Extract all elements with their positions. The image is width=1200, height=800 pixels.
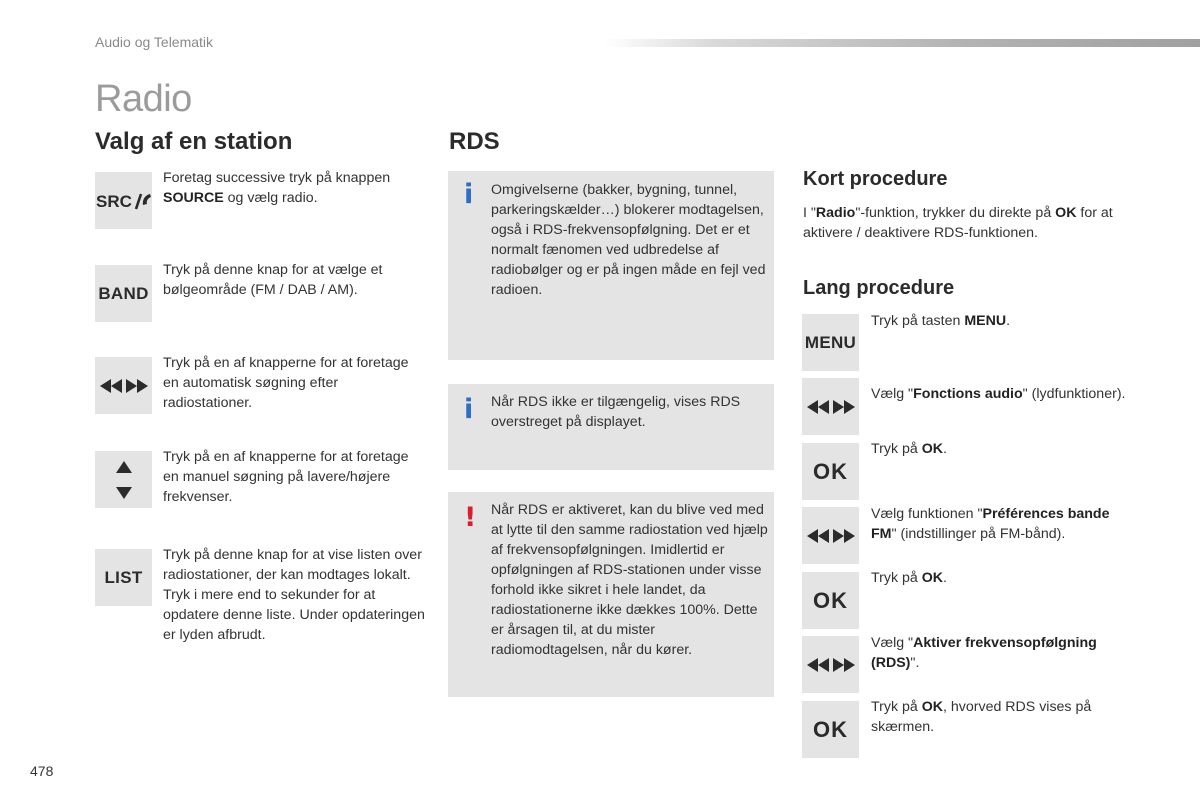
warning-note-text: Når RDS er aktiveret, kan du blive ved med at lytte til den samme radiostation ved hjælp af frekvensopfølgningen. Imidlertid er opfølgningen af RDS-stationen under visse forhold ikke sikret i hele landet, da radiostationerne ikke dækkes 100%. Dette er årsagen til, at du mister radiomodtagelsen, når du kører. [491,502,768,658]
src-instruction: Foretag successive tryk på knappen SOURCE og vælg radio. [163,170,391,206]
seek-arrows-icon [99,378,149,394]
band-button-icon: BAND [95,265,152,322]
info-note-text: Når RDS ikke er tilgængelig, vises RDS overstreget på displayet. [491,394,741,430]
step-3-text: Tryk på OK. [871,441,947,457]
info-icon: i [464,179,474,210]
seek-arrows-icon [806,657,856,673]
page-title: Radio [95,78,192,120]
manual-seek-instruction: Tryk på en af knapperne for at foretage en manuel søgning på lavere/højere frekvenser. [163,449,409,505]
seek-arrows-icon [806,528,856,544]
menu-button-icon: MENU [802,314,859,371]
step-1-text: Tryk på tasten MENU. [871,313,1011,329]
info-note-text: Omgivelserne (bakker, bygning, tunnel, parkeringskælder…) blokerer modtagelsen, også i RDS-frekvensopfølgning. Det er et normalt fænomen ved udbredelse af radiobølger og er på ingen måde en fejl ved radioen. [491,182,766,298]
seek-button-icon [802,636,859,693]
ok-button-icon: OK [802,443,859,500]
page-number: 478 [30,763,54,779]
warning-icon: ! [464,502,477,533]
up-down-arrows-icon [114,459,134,501]
src-button-icon [95,172,152,229]
list-button-icon: LIST [95,549,152,606]
warning-note-rds-active [448,492,774,697]
ok-button-icon: OK [802,701,859,758]
band-instruction: Tryk på denne knap for at vælge et bølgeområde (FM / DAB / AM). [163,262,383,298]
info-note-obstacles [448,171,774,360]
section-label: Audio og Telematik [95,34,214,50]
src-key-label: SRC [95,191,132,211]
heading-kort-procedure: Kort procedure [803,168,948,190]
list-instruction: Tryk på denne knap for at vise listen over radiostationer, der kan modtages lokalt. Tryk i mere end to sekunder for at opdatere denne liste. Under opdateringen er lyden afbrudt. [163,547,425,643]
step-7-text: Tryk på OK, hvorved RDS vises på skærmen. [871,699,1092,735]
up-down-button-icon [95,451,152,508]
short-procedure-text: I "Radio"-funktion, trykker du direkte på OK for at aktivere / deaktivere RDS-funktionen. [803,205,1113,241]
heading-valg-af-en-station: Valg af en station [95,128,293,155]
step-4-text: Vælg funktionen "Préférences bande FM" (indstillinger på FM-bånd). [871,506,1110,542]
header-decor-bar [605,39,1200,47]
step-2-text: Vælg "Fonctions audio" (lydfunktioner). [871,386,1126,402]
src-phone-icon [96,189,152,213]
heading-lang-procedure: Lang procedure [803,277,955,299]
ok-button-icon: OK [802,572,859,629]
seek-arrows-icon [806,399,856,415]
heading-rds: RDS [449,128,500,155]
info-note-rds-unavailable [448,384,774,470]
seek-button-icon [802,507,859,564]
info-icon: i [464,394,474,425]
seek-button-icon [95,357,152,414]
seek-instruction: Tryk på en af knapperne for at foretage en automatisk søgning efter radiostationer. [163,355,409,411]
step-5-text: Tryk på OK. [871,570,947,586]
step-6-text: Vælg "Aktiver frekvensopfølgning (RDS)". [871,635,1097,671]
seek-button-icon [802,378,859,435]
